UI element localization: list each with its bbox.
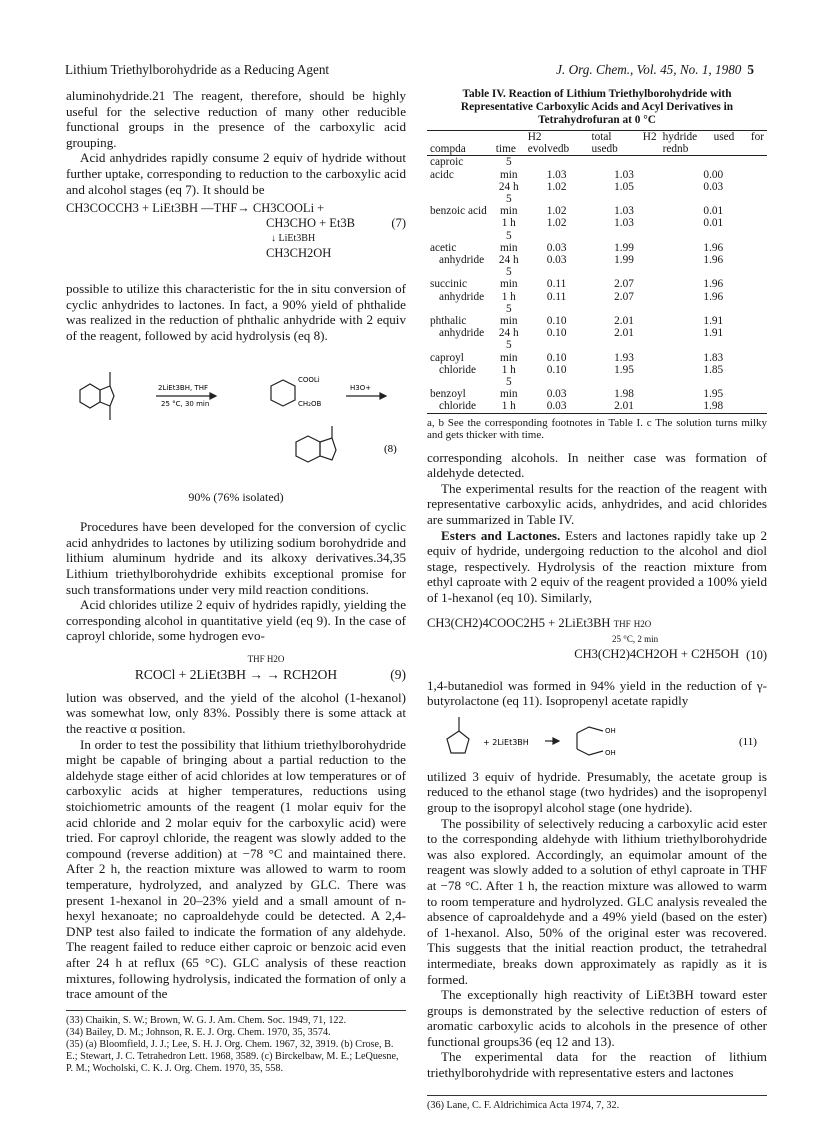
svg-text:(11): (11) bbox=[739, 735, 757, 748]
table-row bbox=[427, 254, 767, 266]
paragraph: Acid chlorides utilize 2 equiv of hydrides rapidly, yielding the corresponding alcohol in quantitative yield (eq 9). In the case of caproyl chloride, some hydrogen evo- bbox=[66, 597, 406, 644]
table-cell: chloride bbox=[439, 400, 477, 413]
reference: (34) Bailey, D. M.; Johnson, R. E. J. Org. Chem. 1970, 35, 3574. bbox=[66, 1026, 331, 1038]
table-cell: 2.01 bbox=[614, 327, 634, 340]
table-cell: 5 min bbox=[499, 302, 518, 328]
paragraph: Procedures have been developed for the conversion of cyclic acid anhydrides to lactones by utilizing sodium borohydride and lithium aluminum hydride and its alkoxy derivatives.34,35 Lithium triethylborohydride exhibits exceptional promise for such transformations under very mild reaction conditions. bbox=[66, 519, 406, 597]
table-cell: 1 h bbox=[501, 290, 516, 303]
th-redn: hydride used for rednb bbox=[662, 131, 764, 156]
table-cell: 0.01 bbox=[703, 205, 724, 218]
table-cell: 0.03 bbox=[546, 254, 567, 267]
paragraph: The experimental results for the reaction of the reagent with representative carboxylic acids, anhydrides, and acid chlorides are summarized in Table IV. bbox=[427, 480, 767, 528]
th-used: total H2 usedb bbox=[591, 131, 657, 156]
table-cell: 2.07 bbox=[614, 278, 634, 291]
table-cell: caproic acidc bbox=[430, 156, 464, 181]
table-cell: 1.83 bbox=[703, 351, 724, 364]
table-cell: 1.98 bbox=[614, 388, 634, 401]
table-cell: caproyl bbox=[430, 351, 464, 364]
equation-11 bbox=[427, 709, 767, 769]
table-cell: 0.10 bbox=[546, 327, 567, 340]
page-number: 5 bbox=[747, 62, 754, 77]
table-body bbox=[427, 156, 767, 413]
table-cell: 0.10 bbox=[546, 351, 567, 364]
paragraph: Esters and Lactones. Esters and lactones rapidly take up 2 equiv of hydride, undergoing reduction to the alcohol and diol stage, respectively. Hydrolysis of the reaction mixture from ethyl caproate with 2 equiv of the reagent provided a 100% yield of 1-hexanol (eq 10). Similarly, bbox=[427, 527, 768, 606]
table-cell: phthalic bbox=[430, 315, 467, 328]
table-cell: 1.96 bbox=[703, 254, 724, 267]
table-cell: 1.03 bbox=[546, 168, 567, 181]
table-footnote: a, b See the corresponding footnotes in Table I. c The solution turns milky and gets thicker with time. bbox=[427, 413, 767, 442]
table-cell: 1.91 bbox=[703, 315, 724, 328]
equation-8 bbox=[66, 350, 406, 488]
svg-text:OH: OH bbox=[605, 726, 616, 735]
table-cell: 24 h bbox=[498, 180, 519, 193]
table-cell: 1.95 bbox=[614, 363, 634, 376]
table-cell: 2.07 bbox=[614, 290, 634, 303]
table-cell: 1 h bbox=[501, 400, 516, 413]
table-cell: chloride bbox=[439, 363, 477, 376]
table-cell bbox=[427, 181, 493, 193]
table-cell: 1.95 bbox=[703, 388, 724, 401]
table-cell: 0.03 bbox=[546, 241, 567, 254]
svg-text:H3O+: H3O+ bbox=[350, 383, 372, 392]
table-cell: 1.02 bbox=[546, 180, 567, 193]
journal-citation: J. Org. Chem., Vol. 45, No. 1, 1980 5 bbox=[556, 62, 754, 77]
running-header: Lithium Triethylborohydride as a Reducing Agent bbox=[65, 62, 330, 77]
table-cell: 1.98 bbox=[703, 400, 724, 413]
table-cell: anhydride bbox=[439, 254, 485, 267]
paragraph: utilized 3 equiv of hydride. Presumably, the acetate group is reduced to the ethanol stage (two hydrides) and the isopropenyl group to the isopropyl alcohol stage (one hydride). bbox=[427, 768, 767, 815]
equation-9: THF H2O RCOCl + 2LiEt3BH → → RCH2OH (9) bbox=[134, 653, 406, 682]
table-cell: 1.96 bbox=[703, 278, 724, 291]
reference: (36) Lane, C. F. Aldrichimica Acta 1974, 7, 32. bbox=[427, 1099, 620, 1111]
table-cell: 5 min bbox=[499, 193, 518, 218]
table-cell: 0.03 bbox=[546, 388, 567, 401]
references bbox=[427, 1095, 767, 1112]
table-cell: 0.11 bbox=[546, 290, 567, 303]
butyrolactone-scheme bbox=[427, 709, 767, 769]
table-cell: 1 h bbox=[501, 363, 516, 376]
table-cell: 1 h bbox=[501, 217, 516, 230]
paragraph: The exceptionally high reactivity of LiEt3BH toward ester groups is demonstrated by the selective reduction of esters of aromatic carboxylic acids to alcohols in the presence of other functional groups36 (eq 12 and 13). bbox=[427, 987, 767, 1049]
table-cell: 1.96 bbox=[703, 241, 724, 254]
table-cell: 1.99 bbox=[614, 241, 634, 254]
reference: (33) Chaikin, S. W.; Brown, W. G. J. Am. Chem. Soc. 1949, 71, 122. bbox=[66, 1014, 347, 1026]
paragraph: The possibility of selectively reducing a carboxylic acid ester to the corresponding aldehyde with lithium triethylborohydride was also explored. Accordingly, an equimolar amount of the reagent was slowly added to a solution of ethyl caproate in THF at −78 °C. After 1 h, the reaction mixture was allowed to warm to room temperature and hydrolyzed. GLC analysis revealed the absence of caproaldehyde and a 49% yield (based on the ester) of 1-hexanol. Also, 50% of the original ester was recovered. This suggests that the initial reaction product, the tetrahedral intermediate, breaks down approximately as rapidly as it is formed. bbox=[427, 815, 767, 987]
svg-text:COOLi: COOLi bbox=[298, 375, 320, 384]
table-cell: 24 h bbox=[498, 327, 519, 340]
eq7-line3: CH3CH2OH bbox=[266, 246, 332, 261]
table-cell: 1.96 bbox=[703, 290, 724, 303]
th-time: time bbox=[495, 143, 516, 156]
table-cell: 0.03 bbox=[546, 400, 567, 413]
reference: (35) (a) Bloomfield, J. J.; Lee, S. H. J. Org. Chem. 1967, 32, 3919. (b) Crose, B. E.; Stewart, J. C. Tetrahedron Lett. 1968, 3589. (c) Birckelbaw, M. E.; LeQuesne, P. M.; Wocholski, C. K. J. Org. Chem. 1970, 35, 558. bbox=[66, 1038, 399, 1074]
paragraph: aluminohydride.21 The reagent, therefore, should be highly useful for the selective reduction of many other reducible functional groups in the presence of the carboxylic acid grouping. bbox=[66, 88, 406, 150]
table-cell: 5 min bbox=[499, 156, 518, 181]
table-cell: 1.85 bbox=[703, 363, 724, 376]
table-cell: 5 min bbox=[499, 339, 518, 364]
table-cell: 0.01 bbox=[703, 217, 724, 230]
table-cell: 24 h bbox=[498, 254, 519, 267]
table-cell: 1.91 bbox=[703, 327, 724, 340]
table-cell: benzoic acid bbox=[430, 205, 487, 218]
table-cell: 0.11 bbox=[546, 278, 567, 291]
left-column bbox=[66, 88, 406, 1075]
table-cell: 5 min bbox=[499, 266, 518, 291]
paragraph: Acid anhydrides rapidly consume 2 equiv of hydride without further uptake, corresponding to reduction to the carboxylic acid and alcohol stages (eq 7). It should be bbox=[66, 150, 406, 197]
table-row bbox=[427, 291, 767, 303]
svg-text:OH: OH bbox=[605, 748, 616, 757]
table-cell: anhydride bbox=[439, 327, 485, 340]
table-row bbox=[427, 339, 767, 363]
svg-text:+ 2LiEt3BH: + 2LiEt3BH bbox=[483, 737, 529, 747]
table-cell: 1.02 bbox=[546, 205, 567, 218]
th-evolved: H2 evolvedb bbox=[527, 131, 570, 156]
right-column bbox=[427, 88, 767, 1112]
table-cell: 0.00 bbox=[703, 168, 724, 181]
table-cell: 1.99 bbox=[614, 254, 634, 267]
table-row bbox=[427, 400, 767, 412]
references bbox=[66, 1010, 406, 1075]
table-cell: 1.03 bbox=[614, 205, 634, 218]
equation-10: CH3(CH2)4COOC2H5 + 2LiEt3BH THF H2O 25 °C, 2 min CH3(CH2)4CH2OH + C2H5OH (10) bbox=[427, 615, 767, 662]
eq7-line1: CH3COCCH3 + LiEt3BH —THF→ CH3COOLi + bbox=[66, 201, 325, 216]
table-row bbox=[427, 156, 767, 181]
table-cell: 1.03 bbox=[614, 168, 634, 181]
table-cell: 1.03 bbox=[614, 217, 634, 230]
eq7-reagent: ↓ LiEt3BH bbox=[271, 233, 316, 245]
table-cell: 5 min bbox=[499, 376, 518, 401]
paragraph: 1,4-butanediol was formed in 94% yield in the reduction of γ-butyrolactone (eq 11). Isopropenyl acetate rapidly bbox=[427, 677, 767, 709]
table-cell: 2.01 bbox=[614, 400, 634, 413]
svg-text:CH₂OB: CH₂OB bbox=[298, 399, 322, 408]
table-row bbox=[427, 376, 767, 400]
table-row bbox=[427, 230, 767, 254]
equation-7 bbox=[66, 201, 406, 277]
svg-text:2LiEt3BH, THF: 2LiEt3BH, THF bbox=[158, 383, 209, 392]
table-cell: 5 min bbox=[499, 229, 518, 254]
paragraph: In order to test the possibility that lithium triethylborohydride might be capable of bringing about a partial reduction to the aldehyde stage either of acid chlorides at low temperatures or of carboxylic acids at higher temperatures, reductions using stoichiometric amounts of the reagent (1 molar equiv for the acid chloride and 2 molar equiv for the carboxylic acid) were tried. For caproyl chloride, the reagent was slowly added to the compound (reverse addition) at −78 °C and maintained there. After 2 h, the reaction mixture was allowed to warm to room temperature, hydrolyzed, and analyzed by GLC. There was present 1-hexanol in 20–23% yield and a small amount of n-hexyl hexanoate; no caproaldehyde could be detected. A 2,4-DNP test also failed to indicate the formation of any aldehyde. The reagent failed to reduce either caproic or benzoic acid even after 24 h at reflux (65 °C). GLC analysis of these reaction mixtures, following hydrolysis, indicated the formation of only a trace amount of the bbox=[66, 736, 406, 1002]
svg-text:25 °C, 30 min: 25 °C, 30 min bbox=[161, 399, 210, 408]
table-row bbox=[427, 266, 767, 290]
phthalic-anhydride-scheme bbox=[66, 350, 406, 488]
eq7-line2: CH3CHO + Et3B (7) bbox=[266, 216, 406, 231]
table-cell: succinic bbox=[430, 278, 468, 291]
table-cell: 1.05 bbox=[614, 180, 634, 193]
table-cell: 0.10 bbox=[546, 315, 567, 328]
table-cell: anhydride bbox=[439, 290, 485, 303]
paragraph: corresponding alcohols. In neither case was formation of aldehyde detected. bbox=[427, 449, 767, 481]
table-cell: 2.01 bbox=[614, 315, 634, 328]
table-row bbox=[427, 217, 767, 229]
th-compd: compda bbox=[430, 143, 466, 156]
paragraph: lution was observed, and the yield of the alcohol (1-hexanol) was somewhat low, only 83%. Possibly there is some attack at the reactive α position. bbox=[66, 689, 406, 737]
table-caption: Table IV. Reaction of Lithium Triethylborohydride with Representative Carboxylic Acids and Acyl Derivatives in Tetrahydrofuran at 0 °C bbox=[460, 88, 734, 126]
eq8-yield: 90% (76% isolated) bbox=[188, 489, 284, 504]
table-cell: 1.02 bbox=[546, 217, 567, 230]
table-row bbox=[427, 193, 767, 217]
svg-text:(8): (8) bbox=[384, 442, 397, 455]
table-cell: acetic bbox=[430, 241, 457, 254]
paragraph: possible to utilize this characteristic for the in situ conversion of cyclic anhydrides to lactones. In fact, a 90% yield of phthalide was realized in the reduction of phthalic anhydride with 2 equiv of the reagent, followed by acid hydrolysis (eq 8). bbox=[66, 281, 406, 343]
table-cell: 1.93 bbox=[614, 351, 634, 364]
paragraph: The experimental data for the reaction of lithium triethylborohydride with representative esters and lactones bbox=[427, 1049, 767, 1081]
table-row bbox=[427, 364, 767, 376]
table-iv bbox=[427, 130, 767, 413]
table-row bbox=[427, 327, 767, 339]
table-cell: 0.03 bbox=[703, 180, 724, 193]
table-cell: 0.10 bbox=[546, 363, 567, 376]
table-cell: benzoyl bbox=[430, 388, 466, 401]
table-row bbox=[427, 303, 767, 327]
table-row bbox=[427, 181, 767, 193]
table-cell bbox=[427, 217, 493, 229]
